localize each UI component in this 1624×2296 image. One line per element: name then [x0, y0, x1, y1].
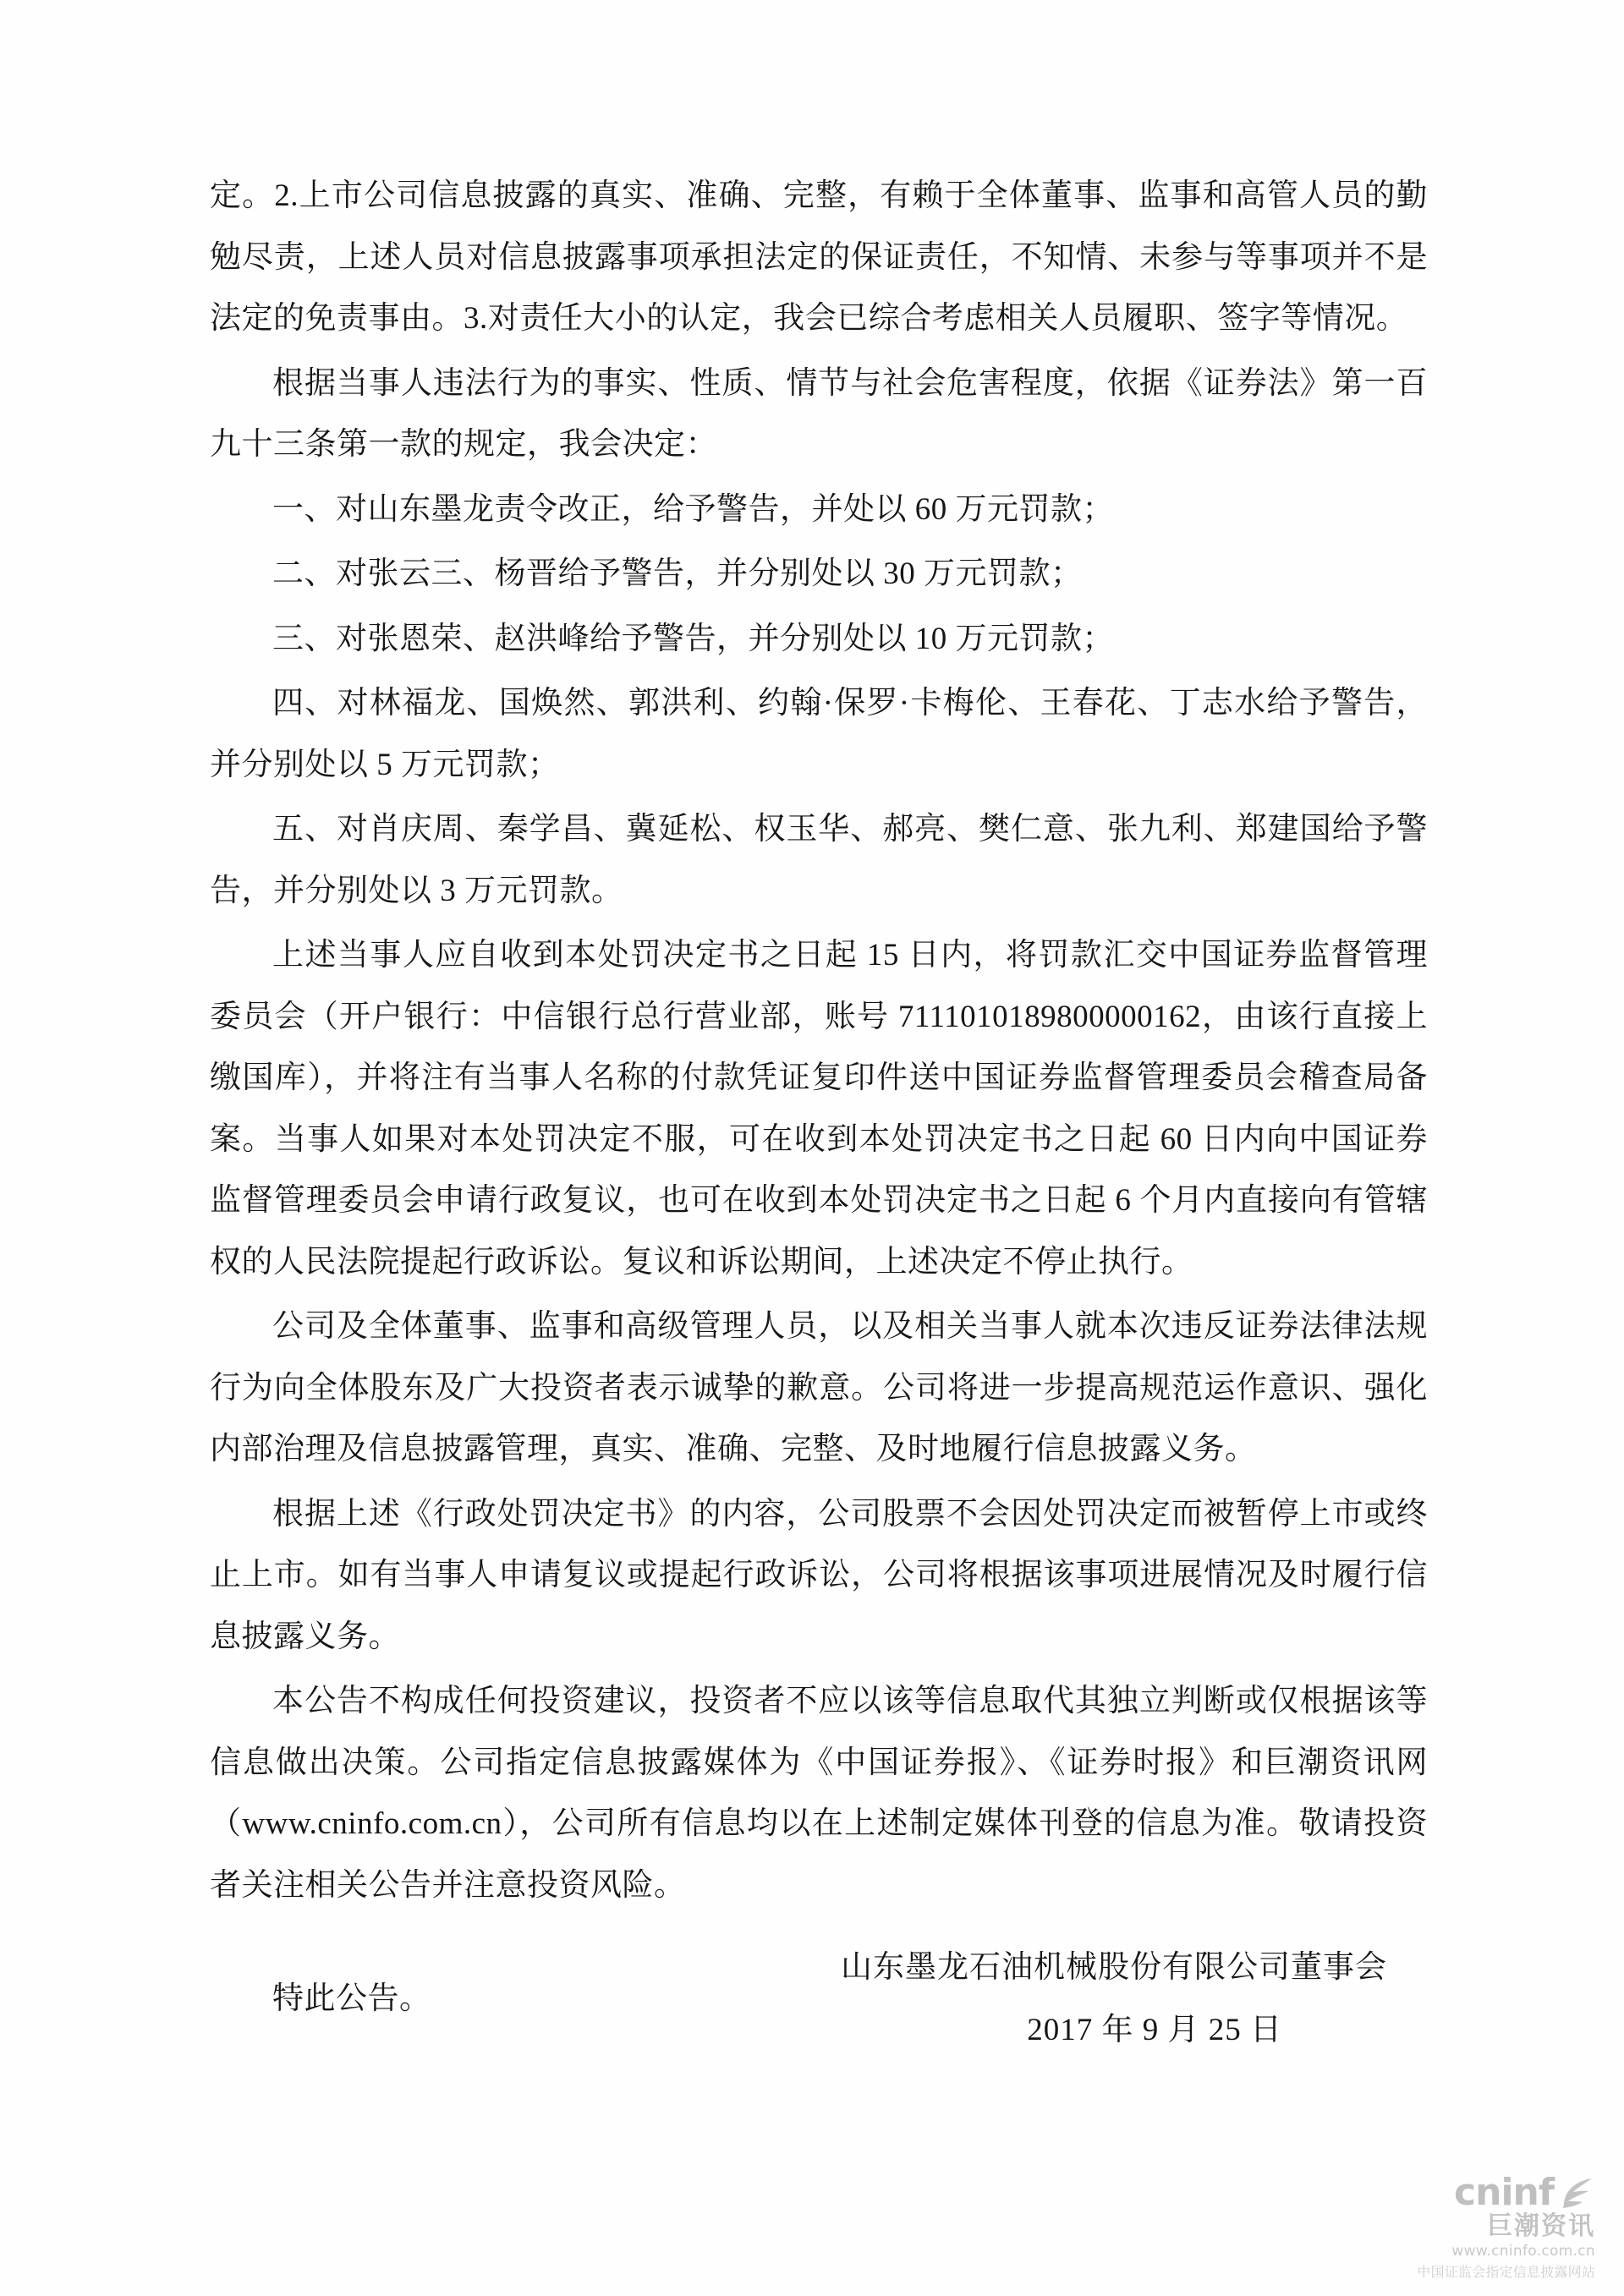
- penalty-item-4: 四、对林福龙、国焕然、郭洪利、约翰·保罗·卡梅伦、王春花、丁志水给予警告，并分别处以 5 万元罚款；: [210, 686, 1428, 782]
- document-body: [210, 166, 1428, 2034]
- penalty-item-1: 一、对山东墨龙责令改正，给予警告，并处以 60 万元罚款；: [272, 491, 1114, 527]
- signature-block: [210, 1937, 1428, 2062]
- cninfo-watermark: [1348, 2173, 1595, 2281]
- paragraph-investor-disclaimer: 本公告不构成任何投资建议，投资者不应以该等信息取代其独立判断或仅根据该等信息做出决策。公司指定信息披露媒体为《中国证券报》、《证券时报》和巨潮资讯网（www.cninfo.com.cn），公司所有信息均以在上述制定媒体刊登的信息为准。敬请投资者关注相关公告并注意投资风险。: [210, 1684, 1428, 1903]
- paragraph-listing-status: 根据上述《行政处罚决定书》的内容，公司股票不会因处罚决定而被暂停上市或终止上市。如有当事人申请复议或提起行政诉讼，公司将根据该事项进展情况及时履行信息披露义务。: [210, 1496, 1428, 1654]
- penalty-item-3: 三、对张恩荣、赵洪峰给予警告，并分别处以 10 万元罚款；: [272, 621, 1114, 656]
- signing-company: 山东墨龙石油机械股份有限公司董事会: [841, 1950, 1387, 1985]
- paragraph-legal-basis: 根据当事人违法行为的事实、性质、情节与社会危害程度，依据《证券法》第一百九十三条第一款的规定，我会决定：: [210, 365, 1428, 463]
- paragraph-apology: 公司及全体董事、监事和高级管理人员，以及相关当事人就本次违反证券法律法规行为向全体股东及广大投资者表示诚挚的歉意。公司将进一步提高规范运作意识、强化内部治理及信息披露管理，真实、准确、完整、及时地履行信息披露义务。: [210, 1309, 1428, 1467]
- logo-subtitle: 中国证监会指定信息披露网站: [1417, 2264, 1595, 2280]
- cninfo-swirl-icon: [1556, 2173, 1595, 2211]
- logo-website-url: www.cninfo.com.cn: [1451, 2243, 1595, 2260]
- penalty-item-2: 二、对张云三、杨晋给予警告，并分别处以 30 万元罚款；: [272, 556, 1083, 592]
- logo-wordmark-row: [1348, 2171, 1595, 2215]
- paragraph-payment-instructions: 上述当事人应自收到本处罚决定书之日起 15 日内，将罚款汇交中国证券监督管理委员会（开户银行：中信银行总行营业部，账号 7111010189800000162，由该行直接上缴国库），并将注有当事人名称的付款凭证复印件送中国证券监督管理委员会稽查局备案。当事人如果对本处罚决定不服，可在收到本处罚决定书之日起 60 日内向中国证券监督管理委员会申请行政复议，也可在收到本处罚决定书之日起 6 个月内直接向有管辖权的人民法院提起行政诉讼。复议和诉讼期间，上述决定不停止执行。: [210, 938, 1428, 1280]
- logo-wordmark-text: cninf: [1454, 2171, 1554, 2215]
- signing-date: 2017 年 9 月 25 日: [1027, 2013, 1282, 2047]
- paragraph-continued-responsibility: 定。2.上市公司信息披露的真实、准确、完整，有赖于全体董事、监事和高管人员的勤勉尽责，上述人员对信息披露事项承担法定的保证责任，不知情、未参与等事项并不是法定的免责事由。3.对责任大小的认定，我会已综合考虑相关人员履职、签字等情况。: [210, 178, 1428, 337]
- paragraph-hereby-announced: 特此公告。: [272, 1981, 431, 2017]
- logo-chinese-name: 巨潮资讯: [1487, 2211, 1595, 2241]
- penalty-item-5: 五、对肖庆周、秦学昌、冀延松、权玉华、郝亮、樊仁意、张九利、郑建国给予警告，并分别处以 3 万元罚款。: [210, 812, 1428, 908]
